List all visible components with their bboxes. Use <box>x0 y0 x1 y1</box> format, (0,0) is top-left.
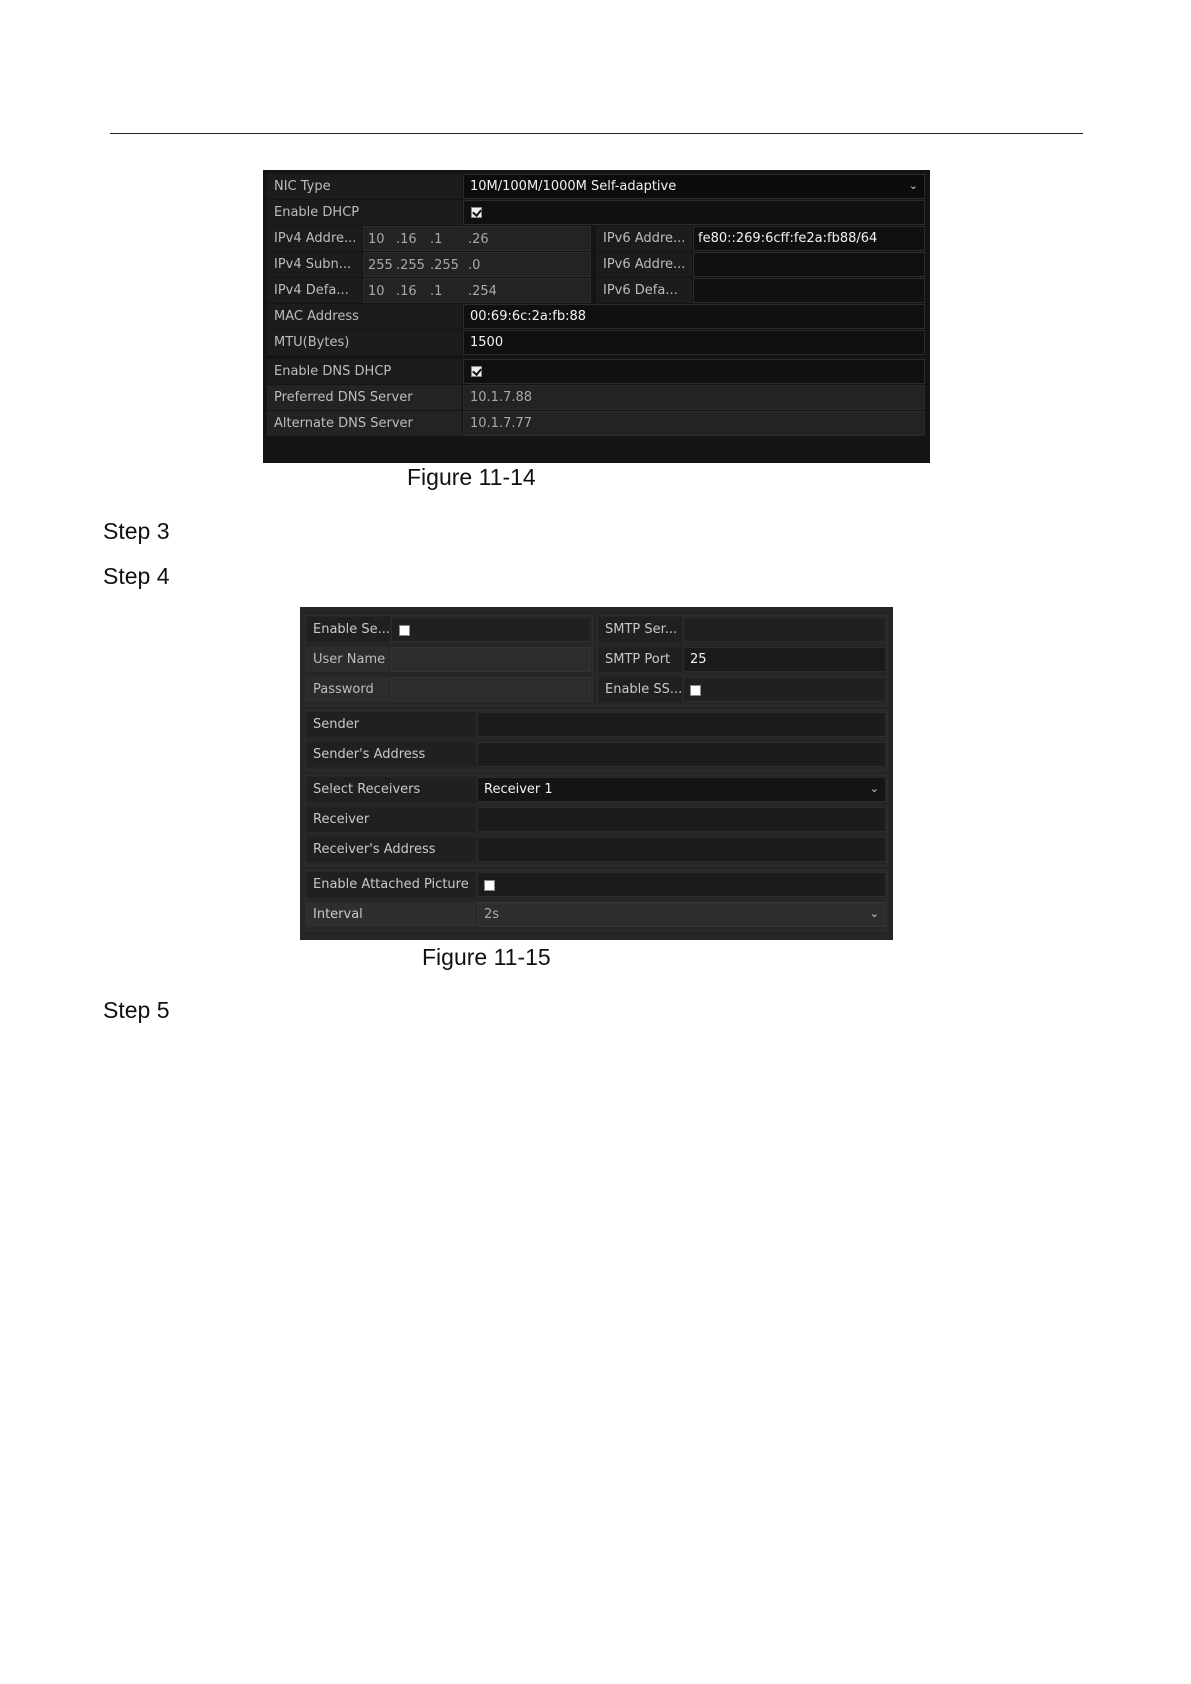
enable-server-auth-label: Enable Se... <box>306 617 390 642</box>
ipv4-subnet-octet-4: .0 <box>468 258 481 273</box>
ipv6-address1-label: IPv6 Addre... <box>596 226 692 251</box>
preferred-dns-label: Preferred DNS Server <box>267 385 462 410</box>
ipv4-subnet-input[interactable] <box>363 252 591 277</box>
enable-dhcp-label: Enable DHCP <box>267 200 462 225</box>
ipv6-address1-value: fe80::269:6cff:fe2a:fb88/64 <box>698 231 878 246</box>
header-rule <box>110 133 1083 134</box>
smtp-server-input[interactable] <box>683 617 886 642</box>
receiver-address-input[interactable] <box>477 837 886 862</box>
enable-dns-dhcp-label: Enable DNS DHCP <box>267 359 462 384</box>
sender-input[interactable] <box>477 712 886 737</box>
alternate-dns-label: Alternate DNS Server <box>267 411 462 436</box>
ipv4-gateway-octet-2: .16 <box>396 284 417 299</box>
mtu-value: 1500 <box>470 335 504 350</box>
enable-ssl-label: Enable SS... <box>598 677 682 702</box>
ipv4-address-octet-4: .26 <box>468 232 489 247</box>
enable-attached-picture-label: Enable Attached Picture <box>306 872 476 897</box>
receiver-label: Receiver <box>306 807 476 832</box>
enable-dhcp-field <box>463 200 925 225</box>
ipv6-address1-field <box>693 226 925 251</box>
nic-type-label: NIC Type <box>267 174 462 199</box>
select-receivers-value: Receiver 1 <box>484 782 553 797</box>
ipv6-address2-value <box>694 252 924 277</box>
password-label: Password <box>306 677 390 702</box>
ipv4-gateway-label: IPv4 Defa... <box>267 278 362 303</box>
ipv6-gateway-label: IPv6 Defa... <box>596 278 692 303</box>
step-5-label: Step 5 <box>103 997 170 1023</box>
ipv4-gateway-input[interactable] <box>363 278 591 303</box>
mac-address-label: MAC Address <box>267 304 462 329</box>
ipv4-address-input[interactable] <box>363 226 591 251</box>
enable-ssl-checkbox[interactable] <box>690 685 701 696</box>
enable-dns-dhcp-field <box>463 359 925 384</box>
select-receivers-dropdown[interactable] <box>477 777 886 802</box>
enable-attached-picture-field <box>477 872 886 897</box>
ipv4-subnet-octet-1: 255 <box>368 258 393 273</box>
preferred-dns-input[interactable] <box>463 385 925 410</box>
network-settings-panel <box>263 170 930 463</box>
enable-server-auth-checkbox[interactable] <box>399 625 410 636</box>
sender-address-input[interactable] <box>477 742 886 767</box>
receiver-address-label: Receiver's Address <box>306 837 476 862</box>
smtp-port-input[interactable] <box>683 647 886 672</box>
ipv6-address2-field <box>693 252 925 277</box>
ipv4-address-octet-2: .16 <box>396 232 417 247</box>
enable-ssl-field <box>683 677 886 702</box>
user-name-input[interactable] <box>391 647 591 672</box>
sender-value <box>478 712 878 737</box>
alternate-dns-value: 10.1.7.77 <box>470 416 533 431</box>
smtp-port-value: 25 <box>690 652 707 667</box>
receiver-input[interactable] <box>477 807 886 832</box>
chevron-down-icon: ⌄ <box>869 908 879 920</box>
nic-type-select[interactable] <box>463 174 925 199</box>
ipv6-gateway-field <box>693 278 925 303</box>
step-3-label: Step 3 <box>103 518 170 544</box>
ipv4-address-octet-1: 10 <box>368 232 385 247</box>
email-settings-panel <box>300 607 893 940</box>
mac-address-value: 00:69:6c:2a:fb:88 <box>470 309 587 324</box>
figure-11-14-caption: Figure 11-14 <box>407 464 536 490</box>
ipv4-gateway-octet-1: 10 <box>368 284 385 299</box>
enable-dns-dhcp-checkbox[interactable] <box>471 366 482 377</box>
interval-value: 2s <box>484 907 500 922</box>
ipv4-subnet-label: IPv4 Subn... <box>267 252 362 277</box>
sender-address-label: Sender's Address <box>306 742 476 767</box>
password-input[interactable] <box>391 677 591 702</box>
password-value <box>392 677 582 702</box>
ipv4-address-label: IPv4 Addre... <box>267 226 362 251</box>
mac-address-field <box>463 304 925 329</box>
user-name-value <box>392 647 582 672</box>
enable-attached-picture-checkbox[interactable] <box>484 880 495 891</box>
chevron-down-icon: ⌄ <box>908 180 918 192</box>
ipv4-subnet-octet-3: .255 <box>430 258 459 273</box>
sender-label: Sender <box>306 712 476 737</box>
preferred-dns-value: 10.1.7.88 <box>470 390 533 405</box>
ipv4-subnet-octet-2: .255 <box>396 258 425 273</box>
ipv4-gateway-octet-3: .1 <box>430 284 443 299</box>
receiver-value <box>478 807 878 832</box>
user-name-label: User Name <box>306 647 390 672</box>
enable-server-auth-field <box>391 617 591 642</box>
nic-type-value: 10M/100M/1000M Self-adaptive <box>470 179 677 194</box>
figure-11-15-caption: Figure 11-15 <box>422 944 551 970</box>
mtu-input[interactable] <box>463 330 925 355</box>
ipv4-gateway-octet-4: .254 <box>468 284 497 299</box>
ipv4-address-octet-3: .1 <box>430 232 443 247</box>
step-4-label: Step 4 <box>103 563 170 589</box>
mtu-label: MTU(Bytes) <box>267 330 462 355</box>
smtp-server-label: SMTP Ser... <box>598 617 682 642</box>
ipv6-address2-label: IPv6 Addre... <box>596 252 692 277</box>
interval-label: Interval <box>306 902 476 927</box>
sender-address-value <box>478 742 878 767</box>
alternate-dns-input[interactable] <box>463 411 925 436</box>
ipv6-gateway-value <box>694 278 924 303</box>
receiver-address-value <box>478 837 878 862</box>
select-receivers-label: Select Receivers <box>306 777 476 802</box>
smtp-port-label: SMTP Port <box>598 647 682 672</box>
smtp-server-value <box>684 617 874 642</box>
interval-dropdown[interactable] <box>477 902 886 927</box>
enable-dhcp-checkbox[interactable] <box>471 207 482 218</box>
chevron-down-icon: ⌄ <box>869 783 879 795</box>
